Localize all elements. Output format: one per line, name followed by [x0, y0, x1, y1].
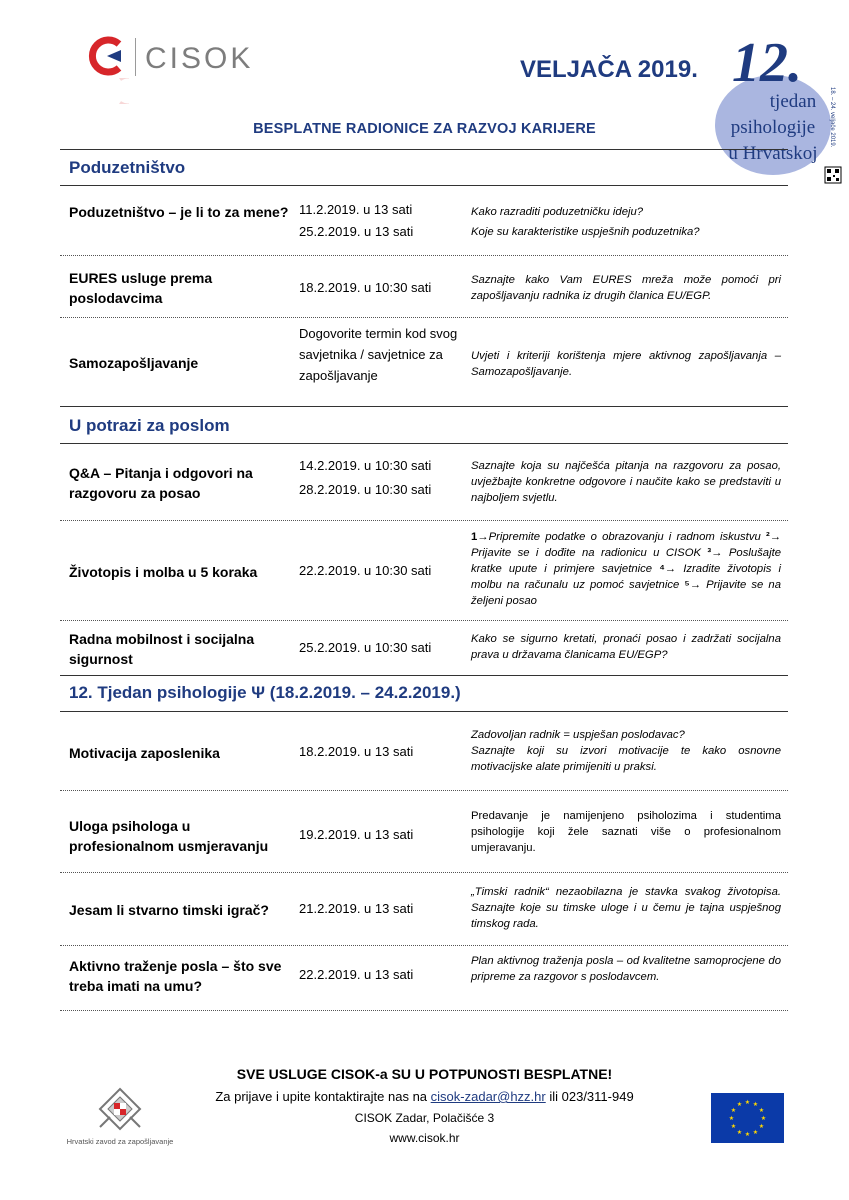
section-divider	[60, 675, 788, 676]
svg-text:★: ★	[744, 1131, 751, 1138]
svg-text:★: ★	[736, 1129, 743, 1136]
row-description	[471, 204, 781, 240]
row-dates	[299, 898, 464, 920]
row-date: Dogovorite termin kod svog savjetnika / savjetnice za zapošljavanje	[299, 326, 458, 383]
badge-line3: u Hrvatskoj	[728, 143, 818, 164]
row-dates	[299, 323, 459, 386]
row-dates	[299, 964, 464, 986]
svg-text:★: ★	[758, 1123, 765, 1130]
row-description: Saznajte koja su najčešća pitanja na razgovoru za posao, uvježbajte konkretne odgovore i naučite kako se predstaviti u najboljem svjetlu.	[471, 460, 781, 504]
svg-text:★: ★	[758, 1107, 765, 1114]
step-text: Izradite životopis i molbu na računalu uz pomoć savjetnice	[471, 563, 781, 591]
row-title: Q&A – Pitanja i odgovori na razgovoru za posao	[69, 465, 253, 501]
row-date: 25.2.2019. u 13 sati	[299, 224, 414, 239]
svg-text:★: ★	[728, 1115, 735, 1122]
svg-text:★: ★	[730, 1123, 737, 1130]
row-divider	[60, 520, 788, 521]
hzz-logo	[55, 1085, 185, 1150]
row-description: Predavanje je namijenjeno psiholozima i studentima psihologije koji žele saznati više o profesionalnom umjeravanju.	[471, 810, 781, 854]
row-title: Radna mobilnost i socijalna sigurnost	[69, 631, 255, 667]
row-dates	[299, 560, 464, 582]
badge-line2: psihologije	[730, 117, 816, 138]
section-title-poduzetnistvo: Poduzetništvo	[69, 158, 186, 177]
row-title: EURES usluge prema poslodavcima	[69, 270, 213, 306]
row-description-line: Kako razraditi poduzetničku ideju?	[471, 206, 644, 218]
row-date: 22.2.2019. u 13 sati	[299, 967, 414, 982]
month-title: VELJAČA 2019.	[520, 56, 698, 83]
cisok-logo-icon	[85, 36, 129, 76]
row-title: Motivacija zaposlenika	[69, 745, 220, 761]
logo-text: CISOK	[145, 42, 254, 75]
contact-email-link[interactable]: cisok-zadar@hzz.hr	[430, 1089, 546, 1104]
contact-suffix: ili 023/311-949	[545, 1089, 634, 1104]
row-description-line: Zadovoljan radnik = uspješan poslodavac?	[471, 729, 685, 741]
row-description: Plan aktivnog traženja posla – od kvalitetne samoprocjene do pripreme za razgovor s poslodavcem.	[471, 955, 781, 983]
row-dates	[299, 824, 464, 846]
psychology-week-graphic	[703, 25, 845, 190]
eu-flag-icon	[711, 1093, 784, 1143]
svg-text:★: ★	[744, 1099, 751, 1106]
row-description: Kako se sigurno kretati, pronaći posao i zadržati socijalna prava u državama članicama EU/EGP?	[471, 633, 781, 661]
hzz-label: Hrvatski zavod za zapošljavanje	[66, 1137, 174, 1146]
arrow-icon: ⁴→	[659, 563, 677, 575]
row-divider	[60, 317, 788, 318]
step-text: Prijavite se na željeni posao	[471, 579, 781, 607]
row-divider	[60, 255, 788, 256]
section-divider	[60, 443, 788, 444]
row-description: Saznajte kako Vam EURES mreža može pomoći pri zapošljavanju radnika iz drugih članica EU/EGP.	[471, 274, 781, 302]
arrow-icon: ⁠1→	[471, 531, 489, 543]
svg-text:★: ★	[730, 1107, 737, 1114]
badge-side-text: 18. – 24. veljače 2019.	[829, 87, 835, 148]
row-divider	[60, 945, 788, 946]
row-date: 18.2.2019. u 10:30 sati	[299, 280, 432, 295]
svg-text:★: ★	[760, 1115, 767, 1122]
row-date: 19.2.2019. u 13 sati	[299, 827, 414, 842]
row-title: Samozapošljavanje	[69, 355, 199, 371]
badge-line1: tjedan	[769, 91, 817, 112]
row-divider	[60, 1010, 788, 1011]
logo-reflection	[85, 78, 129, 104]
step-text: Prijavite se i dođite na radionicu u CISOK	[471, 547, 702, 559]
section-divider	[60, 149, 788, 150]
row-title: Aktivno traženje posla – što sve treba imati na umu?	[69, 958, 282, 994]
step-text: Pripremite podatke o obrazovanju i radnom iskustvu	[488, 531, 761, 543]
row-title: Uloga psihologa u profesionalnom usmjeravanju	[69, 818, 269, 854]
svg-text:★: ★	[736, 1101, 743, 1108]
footer-main-text: SVE USLUGE CISOK-a SU U POTPUNOSTI BESPLATNE!	[236, 1066, 613, 1082]
badge-number: 12.	[732, 32, 802, 94]
row-dates	[299, 199, 464, 243]
logo-divider	[135, 38, 136, 76]
row-description-steps	[471, 529, 781, 609]
row-title: Jesam li stvarno timski igrač?	[69, 902, 269, 918]
row-date: 18.2.2019. u 13 sati	[299, 744, 414, 759]
row-description: Uvjeti i kriteriji korištenja mjere aktivnog zapošljavanja – Samozapošljavanje.	[471, 350, 781, 378]
row-title: Životopis i molba u 5 koraka	[69, 564, 258, 580]
arrow-icon: ⁵→	[684, 579, 701, 591]
row-dates	[299, 741, 464, 763]
arrow-icon: ²→	[765, 531, 782, 543]
row-date: 21.2.2019. u 13 sati	[299, 901, 414, 916]
row-dates	[299, 277, 464, 299]
row-title: Poduzetništvo – je li to za mene?	[69, 204, 289, 220]
row-divider	[60, 790, 788, 791]
row-description-line: Koje su karakteristike uspješnih poduzetnika?	[471, 226, 700, 238]
row-date: 25.2.2019. u 10:30 sati	[299, 640, 432, 655]
row-dates	[299, 637, 464, 659]
cisok-logo	[85, 30, 275, 110]
step-text: Poslušajte kratke upute i primjere savjetnice	[471, 547, 782, 575]
eu-stars	[711, 1093, 784, 1143]
row-divider	[60, 872, 788, 873]
qr-code-icon	[825, 167, 841, 183]
contact-prefix: Za prijave i upite kontaktirajte nas na	[215, 1089, 431, 1104]
hzz-logo-icon	[55, 1085, 185, 1135]
row-date: 28.2.2019. u 10:30 sati	[299, 482, 432, 497]
psychology-week-badge	[703, 25, 845, 190]
row-description: „Timski radnik“ nezaobilazna je stavka svakog životopisa. Saznajte koje su timske uloge i u čemu je tajna uspješnog timskog rada.	[471, 886, 781, 930]
section-divider	[60, 406, 788, 407]
arrow-icon: ³→	[707, 547, 723, 559]
footer-website: www.cisok.hr	[389, 1131, 460, 1145]
row-description	[471, 727, 781, 775]
row-description-line: Saznajte koji su izvori motivacije te kako osnovne motivacijske alate primijeniti u praksi.	[471, 745, 781, 773]
row-date: 11.2.2019. u 13 sati	[299, 202, 413, 217]
banner-title: BESPLATNE RADIONICE ZA RAZVOJ KARIJERE	[253, 121, 596, 137]
row-date: 22.2.2019. u 10:30 sati	[299, 563, 432, 578]
section-divider	[60, 185, 788, 186]
row-divider	[60, 620, 788, 621]
svg-text:★: ★	[752, 1101, 759, 1108]
section-title-u-potrazi: U potrazi za poslom	[69, 416, 230, 435]
row-dates	[299, 454, 464, 502]
footer-address: CISOK Zadar, Polačišće 3	[354, 1111, 495, 1125]
row-date: 14.2.2019. u 10:30 sati	[299, 458, 432, 473]
section-divider	[60, 711, 788, 712]
section-title-tjedan-psihologije: 12. Tjedan psihologije Ψ (18.2.2019. – 24.2.2019.)	[69, 683, 461, 702]
svg-text:★: ★	[752, 1129, 759, 1136]
